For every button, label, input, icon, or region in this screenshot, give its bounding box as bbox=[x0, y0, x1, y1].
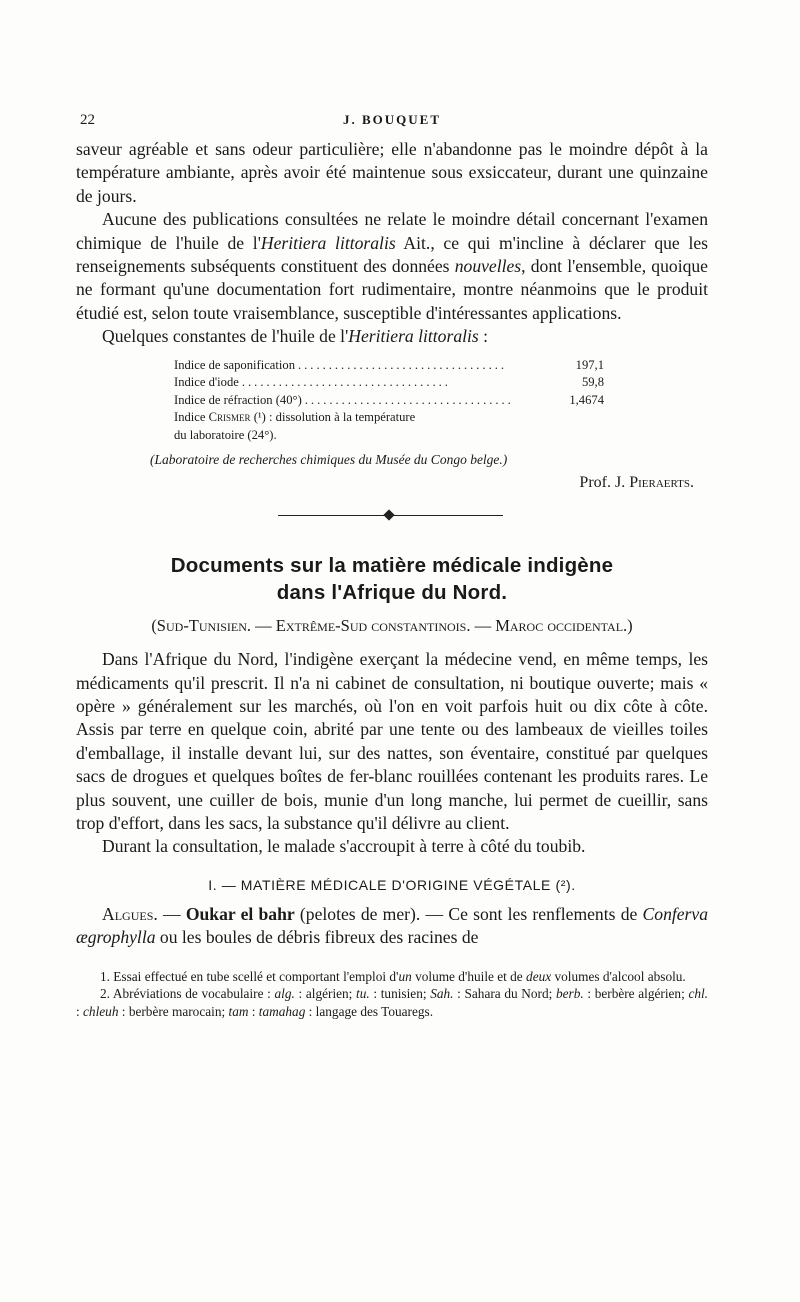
article-title: Documents sur la matière médicale indigène dans l'Afrique du Nord. bbox=[170, 554, 614, 605]
constants-table bbox=[174, 357, 604, 445]
page-header bbox=[76, 108, 708, 138]
section-heading: I. — MATIÈRE MÉDICALE D'ORIGINE VÉGÉTALE (²). bbox=[208, 876, 576, 893]
constants-lead: Quelques constantes de l'huile de l'Heritiera littoralis : bbox=[102, 326, 489, 347]
crismer-index: Indice Crismer (¹) : dissolution à la température bbox=[174, 410, 416, 425]
term: Oukar el bahr bbox=[185, 903, 295, 924]
species-name: Heritiera littoralis bbox=[260, 232, 396, 253]
document-page bbox=[76, 108, 708, 1020]
emphasis-word: nouvelles bbox=[454, 256, 522, 277]
article-paragraph: Dans l'Afrique du Nord, l'indigène exerçant la médecine vend, en même temps, les médicaments qu'il prescrit. Il n'a ni cabinet de consultation, ni boutique ouverte; mais « opère » généralement sur les marchés, où l'on en voit parfois huit ou dix côte à côte. Assis par terre en quelque coin, abrité par une tente ou des lambeaux de vieilles toiles d'emballage, il installe devant lui, sur des nattes, son éventaire, constitué par quelques sacs de drogues et quelques boîtes de fer-blanc rouillées contenant les produits rares. Le plus souvent, une cuiller de bois, munie d'un long manche, lui permet de cueillir, sans trop d'effort, dans les sacs, la substance qu'il délivre au client. bbox=[76, 649, 708, 833]
section-divider bbox=[76, 496, 708, 530]
signature: Prof. J. Pieraerts. bbox=[579, 474, 694, 492]
laboratory-credit: (Laboratoire de recherches chimiques du Musée du Congo belge.) bbox=[150, 452, 508, 468]
constant-row: Indice de saponification .................................. 197,1 bbox=[174, 357, 604, 372]
intro-paragraph-2: Aucune des publications consultées ne relate le moindre détail concernant l'examen chimique de l'huile de l'Heritiera littoralis Ait., ce qui m'incline à déclarer que les renseignements subséquents constituent des données nouvelles, dont l'ensemble, quoique ne formant qu'une documentation fort rudimentaire, montre néanmoins que le produit étudié est, selon toute vraisemblance, susceptible d'intéressantes applications. bbox=[76, 209, 708, 323]
diamond-ornament-icon bbox=[383, 509, 394, 520]
footnote-ref: (¹) bbox=[253, 410, 266, 425]
footnote-1: 1. Essai effectué en tube scellé et comportant l'emploi d'un volume d'huile et de deux volumes d'alcool absolu. bbox=[100, 968, 686, 984]
constant-row: Indice d'iode .................................. 59,8 bbox=[174, 375, 604, 390]
species-name: Conferva ægrophylla bbox=[76, 903, 709, 948]
running-head: J. BOUQUET bbox=[342, 112, 441, 127]
article-paragraph: Durant la consultation, le malade s'accroupit à terre à côté du toubib. bbox=[102, 836, 586, 857]
article-body bbox=[76, 648, 708, 859]
footnote-2: 2. Abréviations de vocabulaire : alg. : algérien; tu. : tunisien; Sah. : Sahara du Nord; berb. : berbère algérien; chl. : chleuh : berbère marocain; tam : tamahag : langage des Touaregs. bbox=[76, 986, 709, 1019]
intro-paragraph: saveur agréable et sans odeur particulière; elle n'abandonne pas le moindre dépôt à la température ambiante, après avoir été maintenue sous exsiccateur, durant une quinzaine de jours. bbox=[76, 139, 708, 206]
article-subtitle: (Sud-Tunisien. — Extrême-Sud constantinois. — Maroc occidental.) bbox=[151, 616, 633, 636]
page-number: 22 bbox=[80, 112, 95, 128]
algues-paragraph: Algues. — Oukar el bahr (pelotes de mer). — Ce sont les renflements de Conferva ægrophylla ou les boules de débris fibreux des racines de bbox=[76, 903, 709, 948]
crismer-index-cont: du laboratoire (24°). bbox=[174, 427, 277, 442]
footnotes bbox=[76, 968, 708, 1021]
constant-row: Indice de réfraction (40°) .................................. 1,4674 bbox=[174, 392, 604, 407]
